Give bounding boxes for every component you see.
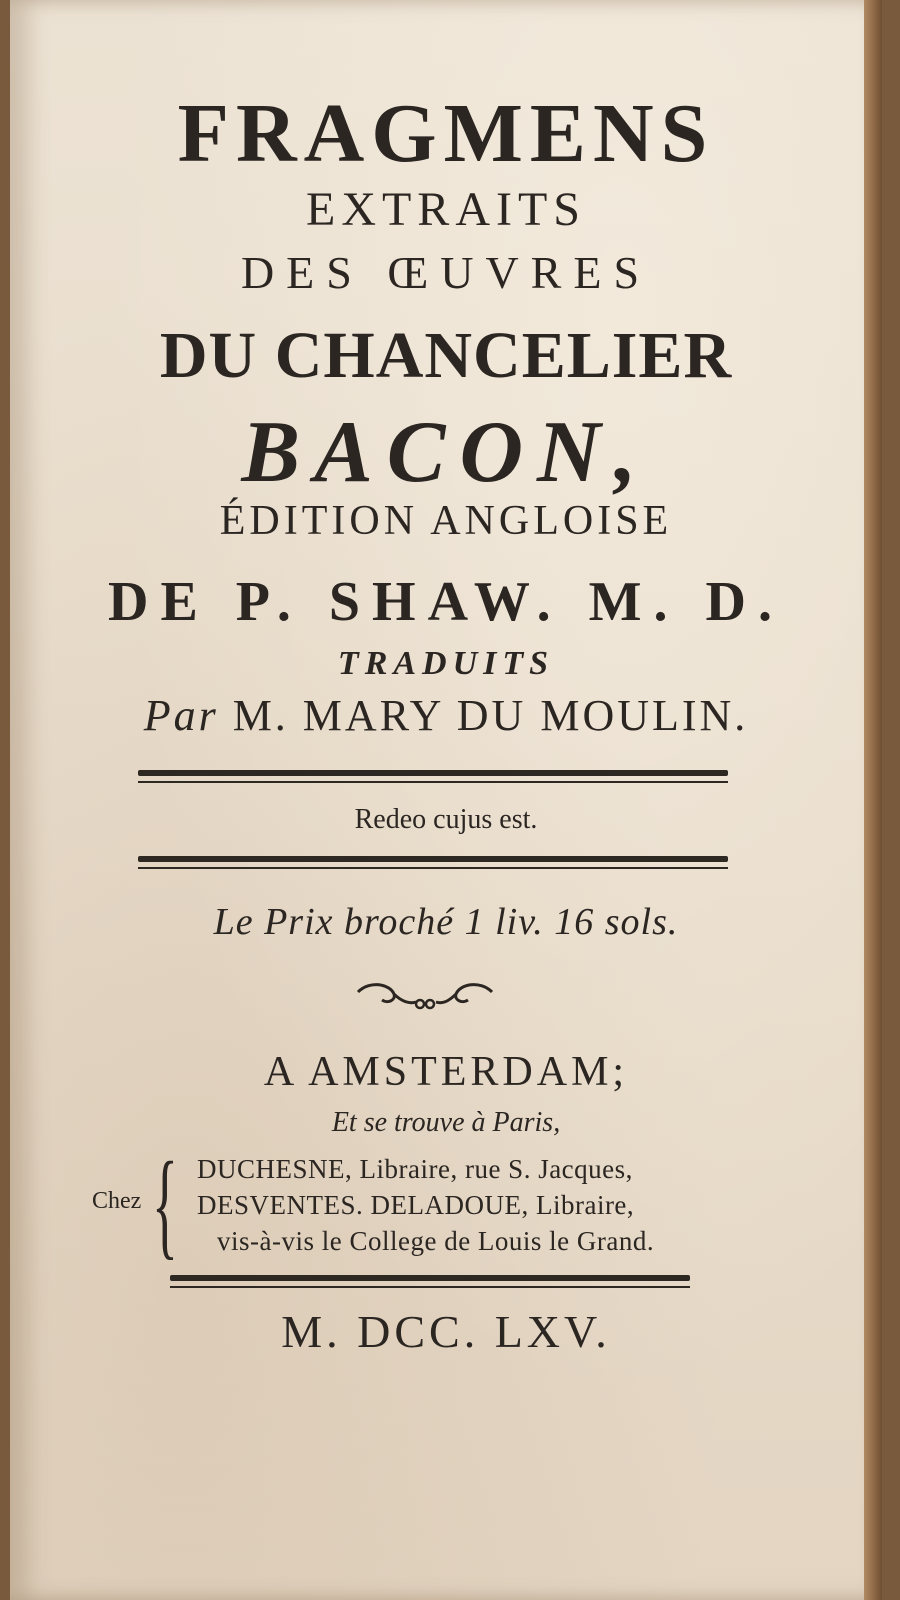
chez-label: Chez [92,1188,142,1214]
rule-thick [170,1275,690,1281]
seller-line-2: DESVENTES. DELADOUE, Libraire, [197,1190,635,1220]
rule-thin [138,781,728,783]
subtitle-chancelier: DU CHANCELIER [159,319,733,392]
translator-prefix: Par [143,691,219,740]
double-rule-bottom [170,1275,690,1288]
printer-ornament-icon [350,978,500,1020]
seller-line-3: vis-à-vis le College de Louis le Grand. [217,1226,655,1256]
rule-thick [138,856,728,862]
translator-line [10,690,882,741]
editor-line: DE P. SHAW. M. D. [108,571,784,633]
price-line: Le Prix broché 1 liv. 16 sols. [213,901,679,943]
subtitle-extraits: EXTRAITS [306,183,586,236]
double-rule-middle [138,856,728,869]
edition-line: ÉDITION ANGLOISE [219,498,673,544]
rule-thin [170,1286,690,1288]
page-edge [864,0,882,1600]
subtitle-oeuvres: DES ŒUVRES [240,247,652,298]
book-title: FRAGMENS [177,87,715,180]
author-name: BACON, [241,404,651,501]
motto: Redeo cujus est. [354,804,538,835]
brace-icon: { [152,1137,178,1270]
imprint-year: M. DCC. LXV. [281,1306,611,1357]
double-rule-top [138,770,728,783]
translated-label: TRADUITS [337,645,555,682]
seller-line-1: DUCHESNE, Libraire, rue S. Jacques, [197,1154,633,1184]
sellers-block [92,1137,792,1270]
paris-line: Et se trouve à Paris, [331,1107,561,1138]
city-line: A AMSTERDAM; [263,1049,629,1095]
translator-name: M. MARY DU MOULIN. [218,691,749,740]
title-page [10,0,882,1600]
rule-thick [138,770,728,776]
rule-thin [138,867,728,869]
